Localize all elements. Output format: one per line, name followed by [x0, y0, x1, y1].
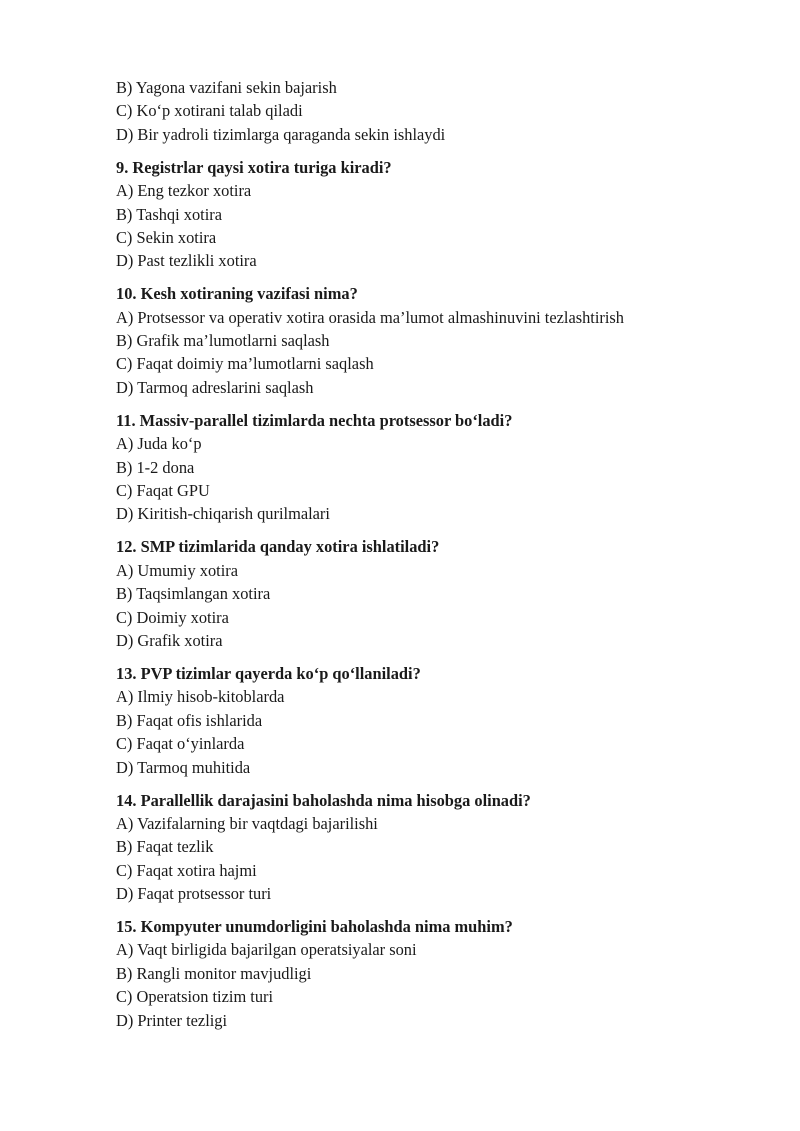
question-14: [116, 789, 756, 906]
answer-option: A) Juda ko‘p: [116, 434, 202, 454]
answer-option: D) Tarmoq muhitida: [116, 757, 251, 777]
answer-option: B) 1-2 dona: [116, 457, 195, 477]
answer-option: A) Eng tezkor xotira: [116, 181, 252, 201]
answer-option: D) Tarmoq adreslarini saqlash: [116, 377, 314, 397]
question-11: [116, 409, 756, 526]
question-12: [116, 535, 756, 652]
answer-option: D) Past tezlikli xotira: [116, 251, 257, 271]
answer-option: C) Faqat GPU: [116, 481, 210, 501]
question-title: 10. Kesh xotiraning vazifasi nima?: [116, 284, 358, 304]
answer-option: B) Tashqi xotira: [116, 204, 222, 224]
answer-option: D) Kiritish-chiqarish qurilmalari: [116, 504, 330, 524]
question-title: 14. Parallellik darajasini baholashda nima hisobga olinadi?: [116, 790, 531, 810]
document-page: [116, 76, 756, 1032]
answer-option: A) Protsessor va operativ xotira orasida ma’lumot almashinuvini tezlashtirish: [116, 307, 624, 327]
question-title: 9. Registrlar qaysi xotira turiga kiradi?: [116, 157, 392, 177]
question-title: 15. Kompyuter unumdorligini baholashda nima muhim?: [116, 917, 513, 937]
answer-option: C) Faqat doimiy ma’lumotlarni saqlash: [116, 354, 374, 374]
answer-option: D) Faqat protsessor turi: [116, 884, 272, 904]
answer-option: A) Vazifalarning bir vaqtdagi bajarilishi: [116, 813, 378, 833]
answer-option: A) Umumiy xotira: [116, 560, 239, 580]
answer-option: C) Faqat o‘yinlarda: [116, 734, 245, 754]
answer-option: C) Ko‘p xotirani talab qiladi: [116, 101, 303, 121]
answer-option: C) Sekin xotira: [116, 227, 217, 247]
answer-option: D) Grafik xotira: [116, 630, 223, 650]
answer-option: A) Vaqt birligida bajarilgan operatsiyalar soni: [116, 940, 417, 960]
answer-option: B) Grafik ma’lumotlarni saqlash: [116, 331, 330, 351]
answer-option: B) Yagona vazifani sekin bajarish: [116, 78, 337, 97]
answer-option: B) Taqsimlangan xotira: [116, 584, 271, 604]
answer-option: C) Faqat xotira hajmi: [116, 860, 257, 880]
question-title: 12. SMP tizimlarida qanday xotira ishlatiladi?: [116, 537, 440, 557]
continuation-block: [116, 76, 756, 146]
answer-option: B) Rangli monitor mavjudligi: [116, 963, 312, 983]
question-title: 11. Massiv-parallel tizimlarda nechta protsessor bo‘ladi?: [116, 410, 513, 430]
answer-option: D) Printer tezligi: [116, 1010, 228, 1030]
question-title: 13. PVP tizimlar qayerda ko‘p qo‘llaniladi?: [116, 663, 421, 683]
answer-option: B) Faqat ofis ishlarida: [116, 710, 263, 730]
answer-option: A) Ilmiy hisob-kitoblarda: [116, 687, 285, 707]
answer-option: B) Faqat tezlik: [116, 837, 214, 857]
question-15: [116, 915, 756, 1032]
question-9: [116, 156, 756, 273]
question-10: [116, 282, 756, 399]
answer-option: D) Bir yadroli tizimlarga qaraganda sekin ishlaydi: [116, 124, 446, 144]
answer-option: C) Operatsion tizim turi: [116, 987, 274, 1007]
answer-option: C) Doimiy xotira: [116, 607, 229, 627]
question-13: [116, 662, 756, 779]
